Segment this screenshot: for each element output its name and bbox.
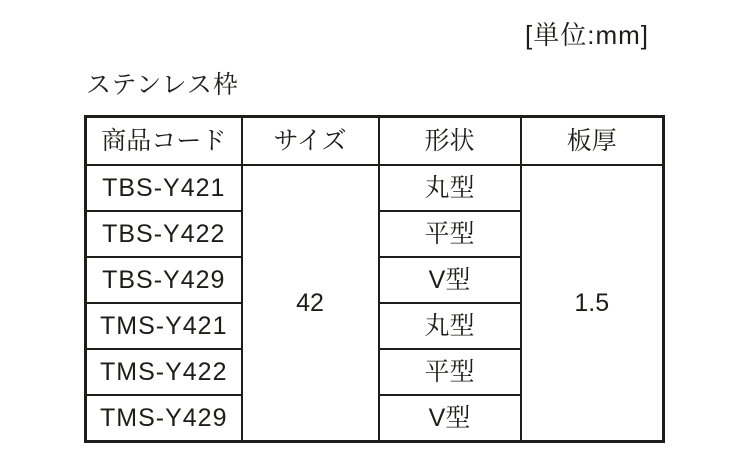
shape-cell: 平型 [379, 211, 521, 257]
product-code-cell: TBS-Y421 [86, 165, 242, 211]
shape-cell: 丸型 [379, 303, 521, 349]
product-code-cell: TMS-Y429 [86, 395, 242, 442]
size-merged-cell: 42 [242, 165, 379, 442]
shape-cell: 平型 [379, 349, 521, 395]
product-spec-table [84, 115, 665, 443]
header-size: サイズ [242, 117, 379, 166]
header-thickness: 板厚 [521, 117, 664, 166]
unit-label: [単位:mm] [525, 20, 649, 50]
product-code-cell: TBS-Y422 [86, 211, 242, 257]
page-title: ステンレス枠 [86, 71, 239, 99]
shape-cell: 丸型 [379, 165, 521, 211]
product-code-cell: TBS-Y429 [86, 257, 242, 303]
shape-cell: V型 [379, 257, 521, 303]
header-row [86, 117, 664, 166]
shape-cell: V型 [379, 395, 521, 442]
product-code-cell: TMS-Y422 [86, 349, 242, 395]
product-code-cell: TMS-Y421 [86, 303, 242, 349]
header-shape: 形状 [379, 117, 521, 166]
table-row [86, 165, 664, 211]
thickness-merged-cell: 1.5 [521, 165, 664, 442]
header-product-code: 商品コード [86, 117, 242, 166]
